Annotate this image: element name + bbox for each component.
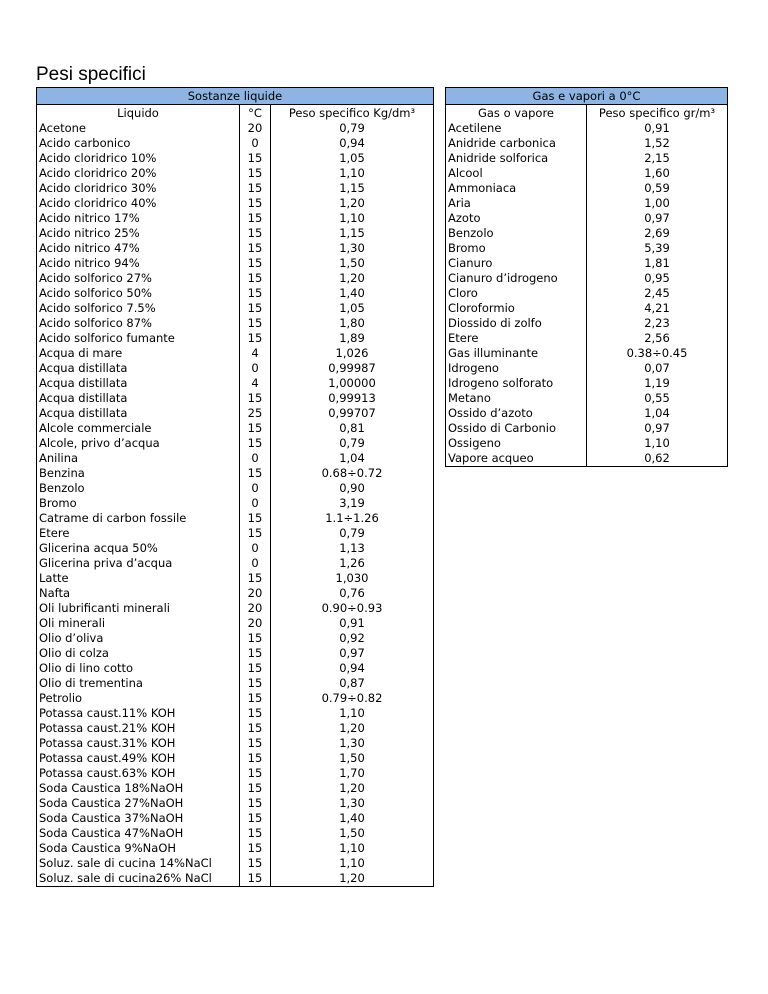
cell-temperature: 15 [240, 151, 271, 166]
cell-gas-name: Ossido di Carbonio [446, 421, 587, 436]
cell-gas-name: Cianuro d’idrogeno [446, 271, 587, 286]
table-row [446, 166, 728, 181]
cell-temperature: 15 [240, 646, 271, 661]
table-row [37, 406, 434, 421]
table-row [446, 361, 728, 376]
table-row [37, 721, 434, 736]
cell-temperature: 0 [240, 481, 271, 496]
cell-specific-weight: 1,30 [271, 241, 434, 256]
cell-specific-weight: 0,92 [271, 631, 434, 646]
liquids-table-body [37, 121, 434, 887]
cell-gas-specific-weight: 0,97 [587, 421, 728, 436]
cell-gas-specific-weight: 1,10 [587, 436, 728, 451]
cell-temperature: 4 [240, 346, 271, 361]
liquids-section-header [37, 88, 434, 105]
cell-temperature: 15 [240, 511, 271, 526]
gases-column-headers [446, 105, 728, 122]
cell-specific-weight: 0,99707 [271, 406, 434, 421]
cell-specific-weight: 1,50 [271, 256, 434, 271]
table-row [37, 796, 434, 811]
table-row [37, 496, 434, 511]
cell-specific-weight: 1,10 [271, 841, 434, 856]
cell-specific-weight: 0,79 [271, 436, 434, 451]
cell-specific-weight: 0,87 [271, 676, 434, 691]
column-header-weight: Peso specifico Kg/dm³ [271, 105, 434, 122]
cell-specific-weight: 1,00000 [271, 376, 434, 391]
table-row [37, 376, 434, 391]
cell-temperature: 15 [240, 766, 271, 781]
cell-gas-name: Idrogeno solforato [446, 376, 587, 391]
cell-gas-name: Idrogeno [446, 361, 587, 376]
cell-temperature: 15 [240, 721, 271, 736]
cell-gas-name: Metano [446, 391, 587, 406]
cell-liquid-name: Acqua distillata [37, 376, 240, 391]
table-row [37, 481, 434, 496]
cell-gas-name: Etere [446, 331, 587, 346]
cell-specific-weight: 1,70 [271, 766, 434, 781]
cell-liquid-name: Oli lubrificanti minerali [37, 601, 240, 616]
cell-liquid-name: Soda Caustica 37%NaOH [37, 811, 240, 826]
table-row [446, 226, 728, 241]
cell-liquid-name: Glicerina acqua 50% [37, 541, 240, 556]
table-row [446, 331, 728, 346]
cell-liquid-name: Acqua di mare [37, 346, 240, 361]
cell-liquid-name: Nafta [37, 586, 240, 601]
cell-liquid-name: Acido nitrico 94% [37, 256, 240, 271]
cell-specific-weight: 1,80 [271, 316, 434, 331]
cell-temperature: 15 [240, 211, 271, 226]
cell-temperature: 15 [240, 826, 271, 841]
cell-temperature: 0 [240, 136, 271, 151]
table-row [37, 181, 434, 196]
table-row [37, 196, 434, 211]
cell-liquid-name: Etere [37, 526, 240, 541]
cell-liquid-name: Petrolio [37, 691, 240, 706]
cell-specific-weight: 1,05 [271, 151, 434, 166]
cell-temperature: 15 [240, 466, 271, 481]
cell-specific-weight: 0,79 [271, 121, 434, 136]
table-row [446, 301, 728, 316]
cell-specific-weight: 1,40 [271, 811, 434, 826]
cell-liquid-name: Olio d’oliva [37, 631, 240, 646]
cell-specific-weight: 1,20 [271, 721, 434, 736]
cell-temperature: 15 [240, 631, 271, 646]
cell-liquid-name: Acetone [37, 121, 240, 136]
table-row [37, 781, 434, 796]
cell-specific-weight: 1,30 [271, 736, 434, 751]
cell-gas-specific-weight: 2,45 [587, 286, 728, 301]
table-row [37, 766, 434, 781]
cell-liquid-name: Glicerina priva d’acqua [37, 556, 240, 571]
cell-specific-weight: 1,13 [271, 541, 434, 556]
cell-gas-name: Cloro [446, 286, 587, 301]
cell-liquid-name: Acido carbonico [37, 136, 240, 151]
table-row [37, 706, 434, 721]
cell-liquid-name: Olio di colza [37, 646, 240, 661]
cell-temperature: 4 [240, 376, 271, 391]
cell-liquid-name: Acido cloridrico 30% [37, 181, 240, 196]
cell-gas-specific-weight: 2,69 [587, 226, 728, 241]
cell-liquid-name: Benzolo [37, 481, 240, 496]
cell-gas-specific-weight: 0.38÷0.45 [587, 346, 728, 361]
cell-temperature: 15 [240, 316, 271, 331]
table-row [37, 151, 434, 166]
cell-gas-specific-weight: 1,00 [587, 196, 728, 211]
table-row [37, 136, 434, 151]
table-row [37, 736, 434, 751]
cell-temperature: 15 [240, 736, 271, 751]
gases-table [445, 87, 728, 467]
cell-liquid-name: Benzina [37, 466, 240, 481]
cell-liquid-name: Soda Caustica 18%NaOH [37, 781, 240, 796]
table-row [37, 226, 434, 241]
cell-liquid-name: Acido solforico 87% [37, 316, 240, 331]
cell-temperature: 15 [240, 751, 271, 766]
table-row [37, 211, 434, 226]
table-row [446, 151, 728, 166]
cell-gas-specific-weight: 2,23 [587, 316, 728, 331]
cell-liquid-name: Potassa caust.11% KOH [37, 706, 240, 721]
table-row [37, 346, 434, 361]
table-row [446, 451, 728, 467]
column-header-gas: Gas o vapore [446, 105, 587, 122]
cell-specific-weight: 0,81 [271, 421, 434, 436]
cell-temperature: 15 [240, 166, 271, 181]
cell-gas-specific-weight: 1,52 [587, 136, 728, 151]
cell-specific-weight: 1,10 [271, 166, 434, 181]
cell-liquid-name: Acqua distillata [37, 361, 240, 376]
cell-specific-weight: 1,89 [271, 331, 434, 346]
cell-gas-name: Ossido d’azoto [446, 406, 587, 421]
cell-temperature: 15 [240, 241, 271, 256]
table-row [446, 196, 728, 211]
cell-liquid-name: Soluz. sale di cucina26% NaCl [37, 871, 240, 887]
table-row [446, 286, 728, 301]
cell-gas-name: Ossigeno [446, 436, 587, 451]
cell-gas-specific-weight: 1,19 [587, 376, 728, 391]
table-row [37, 331, 434, 346]
cell-temperature: 15 [240, 691, 271, 706]
cell-temperature: 15 [240, 871, 271, 887]
page-title: Pesi specifici [36, 64, 146, 85]
table-row [37, 526, 434, 541]
column-header-liquid: Liquido [37, 105, 240, 122]
table-row [446, 376, 728, 391]
cell-gas-specific-weight: 0,97 [587, 211, 728, 226]
cell-specific-weight: 1,26 [271, 556, 434, 571]
cell-specific-weight: 0,90 [271, 481, 434, 496]
cell-liquid-name: Potassa caust.49% KOH [37, 751, 240, 766]
cell-liquid-name: Acido solforico 7.5% [37, 301, 240, 316]
table-row [446, 391, 728, 406]
table-row [37, 241, 434, 256]
cell-specific-weight: 0,99913 [271, 391, 434, 406]
cell-temperature: 20 [240, 616, 271, 631]
cell-temperature: 20 [240, 121, 271, 136]
table-row [446, 421, 728, 436]
cell-specific-weight: 1,030 [271, 571, 434, 586]
cell-gas-name: Bromo [446, 241, 587, 256]
cell-gas-name: Cloroformio [446, 301, 587, 316]
liquids-table [36, 87, 434, 887]
cell-liquid-name: Potassa caust.31% KOH [37, 736, 240, 751]
table-row [37, 661, 434, 676]
table-row [446, 136, 728, 151]
table-row [37, 436, 434, 451]
cell-gas-specific-weight: 2,56 [587, 331, 728, 346]
cell-gas-specific-weight: 0,55 [587, 391, 728, 406]
cell-liquid-name: Anilina [37, 451, 240, 466]
cell-specific-weight: 0,76 [271, 586, 434, 601]
cell-temperature: 15 [240, 286, 271, 301]
cell-temperature: 15 [240, 781, 271, 796]
table-row [446, 436, 728, 451]
cell-temperature: 15 [240, 436, 271, 451]
table-row [446, 271, 728, 286]
cell-gas-specific-weight: 1,81 [587, 256, 728, 271]
cell-liquid-name: Catrame di carbon fossile [37, 511, 240, 526]
cell-liquid-name: Bromo [37, 496, 240, 511]
cell-specific-weight: 1,40 [271, 286, 434, 301]
table-row [37, 631, 434, 646]
gases-table-body [446, 121, 728, 467]
table-row [37, 301, 434, 316]
cell-specific-weight: 1,05 [271, 301, 434, 316]
cell-liquid-name: Potassa caust.21% KOH [37, 721, 240, 736]
cell-liquid-name: Acqua distillata [37, 406, 240, 421]
cell-gas-specific-weight: 1,60 [587, 166, 728, 181]
cell-specific-weight: 0,79 [271, 526, 434, 541]
table-row [37, 601, 434, 616]
table-row [37, 391, 434, 406]
cell-temperature: 15 [240, 256, 271, 271]
table-row [37, 121, 434, 136]
cell-specific-weight: 1,15 [271, 181, 434, 196]
cell-specific-weight: 1,04 [271, 451, 434, 466]
cell-specific-weight: 0.90÷0.93 [271, 601, 434, 616]
cell-temperature: 15 [240, 661, 271, 676]
table-row [446, 346, 728, 361]
table-row [446, 256, 728, 271]
cell-specific-weight: 1,20 [271, 196, 434, 211]
cell-liquid-name: Olio di lino cotto [37, 661, 240, 676]
cell-temperature: 15 [240, 526, 271, 541]
cell-temperature: 0 [240, 451, 271, 466]
cell-liquid-name: Soda Caustica 47%NaOH [37, 826, 240, 841]
cell-temperature: 15 [240, 421, 271, 436]
cell-liquid-name: Acido nitrico 47% [37, 241, 240, 256]
cell-temperature: 15 [240, 571, 271, 586]
cell-liquid-name: Soluz. sale di cucina 14%NaCl [37, 856, 240, 871]
cell-liquid-name: Acqua distillata [37, 391, 240, 406]
cell-gas-name: Aria [446, 196, 587, 211]
cell-specific-weight: 1,30 [271, 796, 434, 811]
cell-temperature: 25 [240, 406, 271, 421]
cell-gas-name: Vapore acqueo [446, 451, 587, 467]
cell-liquid-name: Acido nitrico 17% [37, 211, 240, 226]
table-row [37, 166, 434, 181]
cell-specific-weight: 1,50 [271, 751, 434, 766]
cell-temperature: 15 [240, 811, 271, 826]
cell-liquid-name: Soda Caustica 27%NaOH [37, 796, 240, 811]
table-row [37, 316, 434, 331]
cell-specific-weight: 1,10 [271, 856, 434, 871]
cell-temperature: 15 [240, 856, 271, 871]
cell-temperature: 0 [240, 496, 271, 511]
cell-liquid-name: Oli minerali [37, 616, 240, 631]
cell-specific-weight: 0,94 [271, 661, 434, 676]
table-row [37, 616, 434, 631]
cell-temperature: 15 [240, 796, 271, 811]
cell-gas-name: Cianuro [446, 256, 587, 271]
table-row [446, 181, 728, 196]
cell-gas-name: Azoto [446, 211, 587, 226]
column-header-gas-weight: Peso specifico gr/m³ [587, 105, 728, 122]
cell-liquid-name: Potassa caust.63% KOH [37, 766, 240, 781]
cell-temperature: 0 [240, 541, 271, 556]
cell-liquid-name: Acido solforico 50% [37, 286, 240, 301]
cell-gas-specific-weight: 0,59 [587, 181, 728, 196]
table-row [37, 586, 434, 601]
cell-gas-specific-weight: 0,62 [587, 451, 728, 467]
cell-gas-name: Anidride carbonica [446, 136, 587, 151]
cell-liquid-name: Olio di trementina [37, 676, 240, 691]
table-row [37, 826, 434, 841]
cell-specific-weight: 1,50 [271, 826, 434, 841]
cell-temperature: 15 [240, 331, 271, 346]
cell-specific-weight: 0,99987 [271, 361, 434, 376]
cell-gas-specific-weight: 2,15 [587, 151, 728, 166]
table-row [446, 121, 728, 136]
cell-liquid-name: Soda Caustica 9%NaOH [37, 841, 240, 856]
table-row [37, 256, 434, 271]
table-row [37, 421, 434, 436]
cell-specific-weight: 1,10 [271, 211, 434, 226]
cell-temperature: 15 [240, 841, 271, 856]
cell-specific-weight: 0,97 [271, 646, 434, 661]
cell-specific-weight: 1,10 [271, 706, 434, 721]
cell-specific-weight: 1,026 [271, 346, 434, 361]
gases-section-title: Gas e vapori a 0°C [446, 88, 728, 105]
liquids-section-title: Sostanze liquide [37, 88, 434, 105]
table-row [446, 406, 728, 421]
cell-gas-specific-weight: 4,21 [587, 301, 728, 316]
table-row [37, 271, 434, 286]
cell-gas-name: Ammoniaca [446, 181, 587, 196]
cell-specific-weight: 1,15 [271, 226, 434, 241]
cell-gas-name: Benzolo [446, 226, 587, 241]
cell-temperature: 0 [240, 556, 271, 571]
table-row [37, 676, 434, 691]
cell-temperature: 15 [240, 181, 271, 196]
cell-gas-name: Diossido di zolfo [446, 316, 587, 331]
cell-liquid-name: Acido cloridrico 40% [37, 196, 240, 211]
table-row [37, 466, 434, 481]
cell-temperature: 0 [240, 361, 271, 376]
cell-specific-weight: 0,91 [271, 616, 434, 631]
cell-temperature: 15 [240, 226, 271, 241]
cell-temperature: 15 [240, 676, 271, 691]
table-row [37, 871, 434, 887]
cell-specific-weight: 1.1÷1.26 [271, 511, 434, 526]
cell-gas-specific-weight: 0,07 [587, 361, 728, 376]
cell-specific-weight: 1,20 [271, 871, 434, 887]
cell-temperature: 20 [240, 586, 271, 601]
cell-liquid-name: Alcole, privo d’acqua [37, 436, 240, 451]
cell-gas-name: Gas illuminante [446, 346, 587, 361]
table-row [37, 571, 434, 586]
cell-specific-weight: 1,20 [271, 271, 434, 286]
column-header-temperature: °C [240, 105, 271, 122]
table-row [37, 541, 434, 556]
table-row [37, 841, 434, 856]
cell-specific-weight: 0,94 [271, 136, 434, 151]
cell-liquid-name: Acido solforico 27% [37, 271, 240, 286]
table-row [37, 751, 434, 766]
table-row [37, 451, 434, 466]
cell-specific-weight: 0.68÷0.72 [271, 466, 434, 481]
cell-liquid-name: Acido cloridrico 20% [37, 166, 240, 181]
cell-liquid-name: Latte [37, 571, 240, 586]
table-row [37, 691, 434, 706]
cell-liquid-name: Acido nitrico 25% [37, 226, 240, 241]
cell-specific-weight: 3,19 [271, 496, 434, 511]
cell-temperature: 15 [240, 301, 271, 316]
cell-gas-name: Anidride solforica [446, 151, 587, 166]
table-row [37, 646, 434, 661]
cell-gas-name: Alcool [446, 166, 587, 181]
cell-liquid-name: Alcole commerciale [37, 421, 240, 436]
cell-specific-weight: 0.79÷0.82 [271, 691, 434, 706]
table-row [37, 856, 434, 871]
cell-temperature: 15 [240, 391, 271, 406]
table-row [37, 361, 434, 376]
table-row [446, 241, 728, 256]
cell-temperature: 20 [240, 601, 271, 616]
table-row [37, 511, 434, 526]
cell-gas-specific-weight: 5,39 [587, 241, 728, 256]
cell-temperature: 15 [240, 271, 271, 286]
cell-gas-name: Acetilene [446, 121, 587, 136]
table-row [446, 211, 728, 226]
table-row [446, 316, 728, 331]
cell-temperature: 15 [240, 196, 271, 211]
table-row [37, 811, 434, 826]
table-row [37, 286, 434, 301]
table-row [37, 556, 434, 571]
cell-gas-specific-weight: 0,91 [587, 121, 728, 136]
cell-liquid-name: Acido solforico fumante [37, 331, 240, 346]
cell-liquid-name: Acido cloridrico 10% [37, 151, 240, 166]
cell-gas-specific-weight: 1,04 [587, 406, 728, 421]
cell-specific-weight: 1,20 [271, 781, 434, 796]
liquids-column-headers [37, 105, 434, 122]
cell-gas-specific-weight: 0,95 [587, 271, 728, 286]
cell-temperature: 15 [240, 706, 271, 721]
gases-section-header [446, 88, 728, 105]
